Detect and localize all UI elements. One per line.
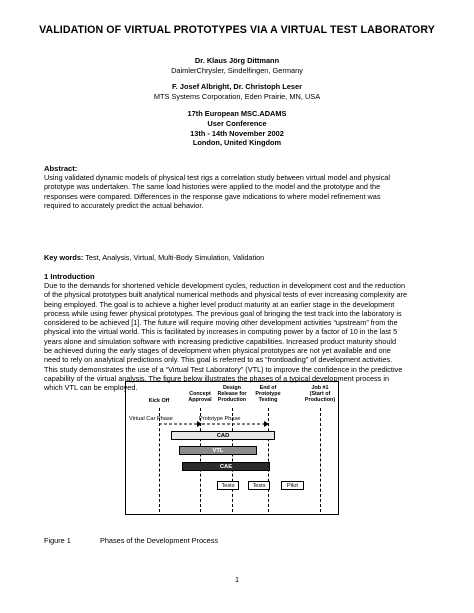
development-process-figure [125, 381, 339, 515]
intro-line: considered to be achieved [1]. The future will require moving other development activities “upstream” from the [44, 318, 398, 328]
author-block-2 [0, 82, 474, 102]
intro-line: capability of the virtual analysis. The figure below illustrates the phases of a typical development process in [44, 373, 390, 383]
milestone-label: Prototype [255, 391, 281, 397]
intro-line: which VTL can be employed. [44, 383, 138, 393]
figure-caption-text: Phases of the Development Process [100, 536, 219, 545]
abstract-line: prototype was undertaken. The same load histories were applied to the model and the prototype and the [44, 182, 381, 192]
figure-caption-label: Figure 1 [44, 536, 71, 545]
milestone-label: Production [217, 397, 247, 403]
intro-line: being employed. The goal is to achieve a higher level product maturity at an earlier stage in the development [44, 299, 395, 309]
abstract-line: Using validated dynamic models of physical test rigs a correlation study between virtual model and physical [44, 173, 390, 182]
keywords [44, 253, 264, 262]
introduction-body [44, 281, 436, 393]
milestone-label: (Start of [309, 391, 331, 397]
intro-line: This study demonstrates the use of a “Virtual Test Laboratory” (VTL) to improve the confidence in the predictive [44, 364, 403, 374]
paper-title: VALIDATION OF VIRTUAL PROTOTYPES VIA A VIRTUAL TEST LABORATORY [39, 24, 435, 36]
intro-line: of the physical prototypes built analytical numerical methods and physical tests of ever increasing complexity are [44, 290, 407, 300]
keywords-text: Test, Analysis, Virtual, Multi-Body Simulation, Validation [83, 253, 265, 262]
abstract-line: required to accurately predict the actual behavior. [44, 200, 204, 210]
milestone-label: Release for [217, 391, 247, 397]
milestone-label: Testing [258, 397, 278, 403]
milestone-label: Design [223, 385, 241, 391]
abstract-body [44, 173, 436, 210]
intro-line: physical into the virtual world. This is facilitated by increases in computing power by a factor of 10 in the last 5 [44, 327, 398, 337]
intro-line: years alone and simulation software with increasing predictive capabilities. Increased product maturity should [44, 336, 397, 346]
page-number: 1 [234, 575, 240, 584]
author-block-1 [0, 56, 474, 76]
intro-line: be achieved during the early stages of development when physical prototypes are not yet available and one [44, 346, 391, 356]
conference-line: 13th - 14th November 2002 [190, 128, 284, 138]
intro-line: Due to the demands for shortened vehicle development cycles, reduction in development cost and the reduction [44, 281, 406, 290]
milestone-label: End of [259, 385, 277, 391]
intro-line: process while using fewer physical prototypes. The previous goal of bringing the test track into the laboratory is [44, 308, 402, 318]
tests-box-2: Tests [248, 481, 270, 490]
conference-line: User Conference [207, 118, 267, 128]
author-name: Dr. Klaus Jörg Dittmann [194, 56, 280, 65]
conference-line: 17th European MSC.ADAMS [187, 109, 287, 118]
milestone-design-release [213, 385, 251, 403]
author-affiliation: DaimlerChrysler, Sindelfingen, Germany [171, 65, 303, 75]
author-affiliation: MTS Systems Corporation, Eden Prairie, MN, USA [153, 91, 321, 101]
milestone-job1 [302, 385, 338, 403]
abstract-line: responses were compared. Differences in the response gave indications to where model refinement was [44, 191, 381, 201]
cad-bar: CAD [171, 431, 275, 440]
keywords-label: Key words: [44, 253, 84, 262]
milestone-label: Approval [188, 397, 212, 403]
conference-line: London, United Kingdom [192, 138, 282, 148]
milestone-end-prototype [251, 385, 285, 403]
arrow-head-icon [197, 421, 202, 427]
milestone-label: Concept [189, 391, 211, 397]
arrow-head-icon [264, 421, 269, 427]
prototype-phase-label: Prototype Phase [199, 416, 241, 422]
virtual-car-phase-label: Virtual Car Phase [129, 416, 173, 422]
milestone-kickoff [144, 398, 174, 404]
abstract-heading: Abstract: [44, 164, 78, 173]
pilot-box: Pilot [281, 481, 304, 490]
milestone-label: Production) [304, 397, 336, 403]
vtl-bar: VTL [179, 446, 257, 455]
milestone-concept-approval [184, 391, 216, 403]
milestone-label: Kick Off [148, 398, 170, 404]
intro-line: need to rely on analytical predictions only. This goal is referred to as “frontloading” of development activities. [44, 355, 393, 365]
cae-bar: CAE [182, 462, 270, 471]
conference-block [0, 109, 474, 148]
phase-arrows [126, 421, 338, 429]
introduction-heading: 1 Introduction [44, 272, 95, 281]
tests-box-1: Tests [217, 481, 239, 490]
author-name: F. Josef Albright, Dr. Christoph Leser [172, 82, 302, 91]
milestone-label: Job #1 [311, 385, 329, 391]
